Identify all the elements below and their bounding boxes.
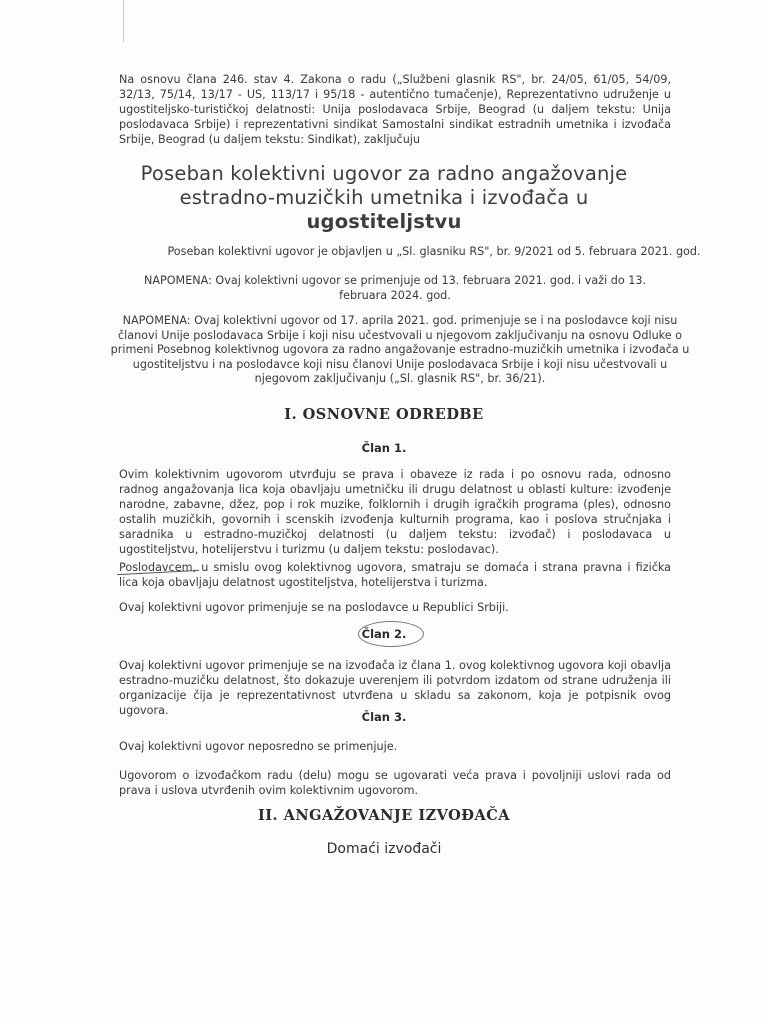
article-1-paragraph-2: Poslodavcem, u smislu ovog kolektivnog ugovora, smatraju se domaća i strana pravna i fizička lica koja obavljaju delatnost ugostiteljstva, hotelijerstva i turizma. — [119, 561, 671, 589]
title-line-3: ugostiteljstvu — [306, 210, 462, 233]
article-3-paragraph-2: Ugovorom o izvođačkom radu (delu) mogu se ugovarati veća prava i povoljniji uslovi rada od prava i uslova utvrđenih ovim kolektivnim ugovorom. — [119, 769, 671, 797]
validity-note: NAPOMENA: Ovaj kolektivni ugovor se primenjuje od 13. februara 2021. god. i važi do 13. februara 2024. god. — [143, 274, 647, 302]
article-2-heading: Član 2. — [361, 627, 407, 641]
article-1-paragraph-1: Ovim kolektivnim ugovorom utvrđuju se prava i obaveze iz rada i po osnovu rada, odnosno radnog angažovanja lica koja obavljaju umetničku ili drugu delatnost u oblasti kulture: izvođenje narodne, zabavne, džez, pop i rok muzike, folklornih i drugih igračkih programa (ples), odnosno ostalih muzičkih, govornih i scenskih izvođenja kulturnih programa, kao i poslova stručnjaka i saradnika u estradno-muzičkoj delatnosti (u daljem tekstu: izvođač) i poslodavaca u ugostiteljstvu, hotelijerstvu i turizmu (u daljem tekstu: poslodavac). — [119, 468, 671, 556]
document-title — [100, 162, 668, 234]
intro-paragraph: Na osnovu člana 246. stav 4. Zakona o radu („Službeni glasnik RS", br. 24/05, 61/05, 54/09, 32/13, 75/14, 13/17 - US, 113/17 i 95/18 - autentično tumačenje), Reprezentativno udruženje u ugostiteljsko-turističkoj delatnosti: Unija poslodavaca Srbije, Beograd (u daljem tekstu: Unija poslodavaca Srbije) i reprezentativni sindikat Samostalni sindikat estradnih umetnika i izvođača Srbije, Beograd (u daljem tekstu: Sindikat), zaključuju — [119, 73, 671, 146]
publication-note: Poseban kolektivni ugovor je objavljen u „Sl. glasniku RS", br. 9/2021 od 5. februara 2021. god. — [167, 245, 701, 258]
article-3-paragraph-1: Ovaj kolektivni ugovor neposredno se primenjuje. — [119, 740, 398, 753]
section-heading-1: I. OSNOVNE ODREDBE — [284, 406, 484, 423]
extension-note: NAPOMENA: Ovaj kolektivni ugovor od 17. aprila 2021. god. primenjuje se i na poslodavce koji nisu članovi Unije poslodavaca Srbije i koji nisu učestvovali u njegovom zaključivanju na osnovu Odluke o primeni Posebnog kolektivnog ugovora za radno angažovanje estradno-muzičkih umetnika i izvođača u ugostiteljstvu i na poslodavce koji nisu članovi Unije poslodavaca Srbije i koji nisu učestvovali u njegovom zaključivanju („Sl. glasnik RS", br. 36/21). — [110, 314, 690, 386]
article-3-heading: Član 3. — [361, 710, 407, 724]
scan-edge-line — [123, 0, 124, 42]
title-line-2: estradno-muzičkih umetnika i izvođača u — [179, 186, 589, 209]
article-1-paragraph-3: Ovaj kolektivni ugovor primenjuje se na poslodavce u Republici Srbiji. — [119, 601, 509, 614]
title-line-1: Poseban kolektivni ugovor za radno angažovanje — [140, 162, 628, 185]
section-heading-2: II. ANGAŽOVANJE IZVOĐAČA — [257, 807, 511, 824]
subsection-heading: Domaći izvođači — [326, 841, 442, 857]
article-2-paragraph-1: Ovaj kolektivni ugovor primenjuje se na izvođača iz člana 1. ovog kolektivnog ugovora koji obavlja estradno-muzičku delatnost, što dokazuje uverenjem ili potvrdom izdatom od strane udruženja ili organizacije čija je reprezentativnost utvrđena u skladu sa zakonom, koja je potpisnik ovog ugovora. — [119, 659, 671, 717]
article-1-heading: Član 1. — [361, 441, 407, 455]
